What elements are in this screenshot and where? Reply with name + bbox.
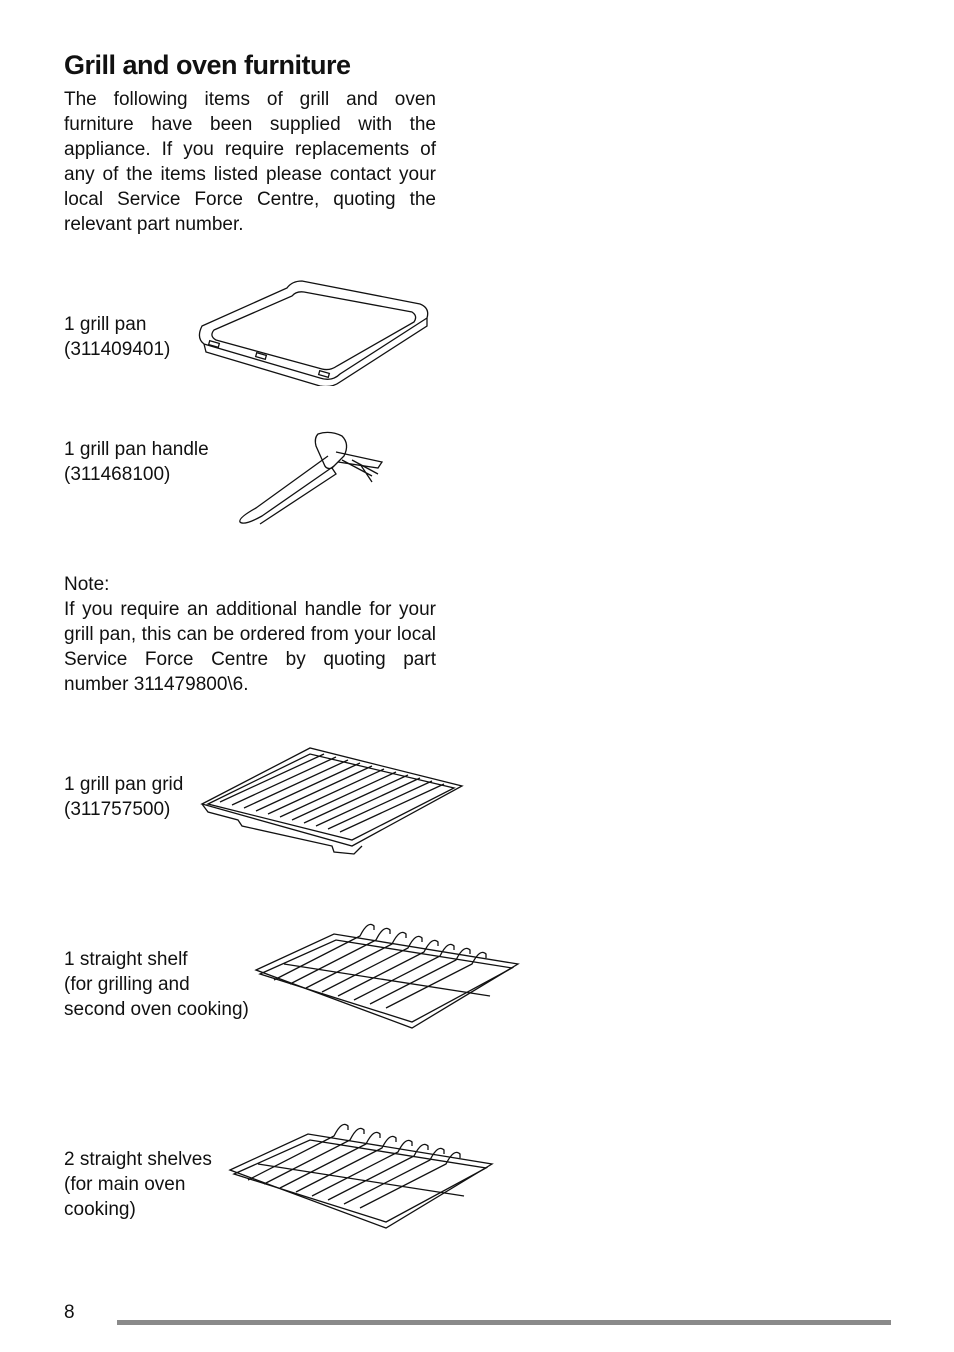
item-name: 1 grill pan handle: [64, 439, 209, 460]
straight-shelf-illustration: [250, 914, 522, 1034]
item-name: 1 grill pan grid: [64, 774, 184, 795]
item-grill-pan-label: [64, 312, 170, 362]
footer-rule: [117, 1320, 891, 1325]
item-line-2: (for main oven: [64, 1174, 186, 1195]
item-grill-pan-grid-label: [64, 772, 183, 822]
page-title: Grill and oven furniture: [64, 50, 351, 80]
item-part-number: (311468100): [64, 464, 171, 485]
item-name: 2 straight shelves: [64, 1149, 212, 1170]
item-line-3: second oven cooking): [64, 999, 249, 1020]
page-number: 8: [64, 1302, 75, 1323]
grill-pan-grid-illustration: [198, 742, 466, 856]
item-line-2: (for grilling and: [64, 974, 190, 995]
item-name: 1 grill pan: [64, 314, 147, 335]
item-straight-shelf-label: [64, 947, 249, 1022]
item-line-3: cooking): [64, 1199, 136, 1220]
item-part-number: (311409401): [64, 339, 171, 360]
item-straight-shelves-label: [64, 1147, 212, 1222]
grill-pan-illustration: [192, 276, 437, 386]
grill-pan-handle-illustration: [232, 428, 392, 528]
straight-shelves-illustration: [224, 1114, 496, 1234]
item-name: 1 straight shelf: [64, 949, 188, 970]
item-grill-pan-handle-label: [64, 437, 209, 487]
item-part-number: (311757500): [64, 799, 171, 820]
note-paragraph: If you require an additional handle for your grill pan, this can be ordered from your local Service Force Centre by quoting part number 311479800\6.: [64, 599, 436, 695]
intro-paragraph: The following items of grill and oven furniture have been supplied with the appliance. If you require replacements of any of the items listed please contact your local Service Force Centre, quoting the relevant part number.: [64, 89, 436, 235]
note-heading: Note:: [64, 574, 110, 595]
